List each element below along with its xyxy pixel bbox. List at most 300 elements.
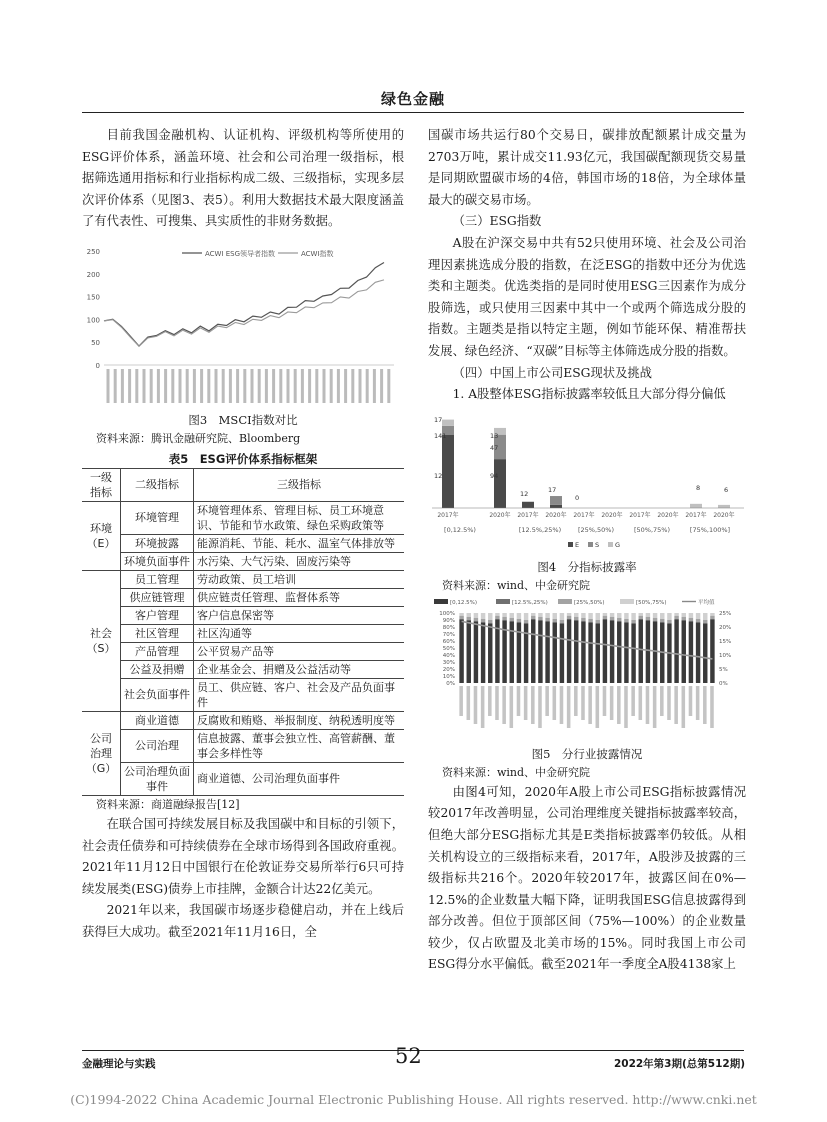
bar-segment bbox=[710, 613, 714, 616]
bar-segment bbox=[517, 613, 521, 619]
x-tick-label bbox=[323, 369, 326, 403]
y-tick-label: 0 bbox=[95, 361, 100, 370]
bar-segment bbox=[459, 619, 463, 683]
bar-segment bbox=[660, 619, 664, 623]
fig5-bars bbox=[459, 613, 714, 683]
x-tick-label bbox=[135, 369, 138, 403]
bar-segment bbox=[610, 617, 614, 621]
legend-swatch bbox=[608, 542, 613, 547]
x-tick-label: 2017年 bbox=[573, 511, 595, 519]
bar-segment bbox=[696, 619, 700, 623]
bar-segment bbox=[502, 613, 506, 617]
data-label: 47 bbox=[490, 443, 499, 452]
x-tick-label bbox=[567, 686, 571, 728]
subheading-esg-index: （三）ESG指数 bbox=[452, 214, 542, 229]
left-para-2: 在联合国可持续发展目标及我国碳中和目标的引领下，社会责任债券和可持续债券在全球市场得到各国政府重视。2021年11月12日中国银行在伦敦证券交易所举行6只可持续发展类(ESG)债券上市挂牌，金额合计达22亿美元。 bbox=[82, 816, 404, 896]
x-tick-label bbox=[481, 686, 485, 728]
table-row bbox=[82, 552, 404, 570]
x-tick-label bbox=[380, 369, 383, 403]
bar-segment bbox=[494, 459, 506, 508]
bar-segment bbox=[653, 613, 657, 618]
data-label: 17 bbox=[434, 415, 443, 424]
bar-segment bbox=[639, 616, 643, 620]
x-tick-label bbox=[301, 369, 304, 403]
data-label: 8 bbox=[696, 483, 701, 492]
x-tick-label bbox=[646, 686, 650, 724]
x-tick-label bbox=[682, 686, 686, 728]
x-tick-label bbox=[251, 369, 254, 403]
bar-segment bbox=[510, 618, 514, 622]
bar-segment bbox=[682, 613, 686, 617]
bar-segment bbox=[481, 622, 485, 683]
table-row bbox=[82, 606, 404, 624]
data-label: 6 bbox=[724, 485, 729, 494]
level3-cell: 水污染、大气污染、固废污染等 bbox=[194, 552, 405, 570]
group-label: [50%,75%) bbox=[633, 525, 671, 534]
level3-cell: 劳动政策、员工培训 bbox=[194, 570, 405, 588]
bar-segment bbox=[617, 621, 621, 683]
y-left-tick: 30% bbox=[442, 659, 455, 666]
x-tick-label bbox=[467, 686, 471, 720]
bar-segment bbox=[550, 505, 562, 508]
bar-segment bbox=[538, 613, 542, 617]
y-left-tick: 70% bbox=[442, 631, 455, 638]
level3-cell: 反腐败和贿赂、举报制度、纳税透明度等 bbox=[194, 711, 405, 729]
legend-label: ACWI指数 bbox=[301, 249, 334, 258]
level2-cell: 商业道德 bbox=[121, 711, 194, 729]
level2-cell: 环境管理 bbox=[121, 501, 194, 534]
x-tick-label bbox=[222, 369, 225, 403]
y-right-tick: 10% bbox=[719, 652, 732, 659]
x-tick-label: 2020年 bbox=[713, 511, 735, 519]
section-header: 绿色金融 bbox=[380, 90, 445, 108]
bar-segment bbox=[660, 613, 664, 619]
bar-segment bbox=[624, 613, 628, 619]
y-tick-label: 200 bbox=[86, 270, 100, 279]
table-row bbox=[82, 729, 404, 762]
x-tick-label bbox=[524, 686, 528, 720]
bar-segment bbox=[567, 619, 571, 683]
bar-segment bbox=[531, 613, 535, 616]
data-label: 0 bbox=[575, 493, 580, 502]
x-tick-label bbox=[538, 686, 542, 728]
bar-segment bbox=[646, 620, 650, 683]
x-tick-label: 2017年 bbox=[517, 511, 539, 519]
bar-segment bbox=[696, 622, 700, 683]
x-tick-label: 2020年 bbox=[545, 511, 567, 519]
x-tick-label bbox=[258, 369, 261, 403]
x-tick-label bbox=[510, 686, 514, 728]
bar-segment bbox=[631, 620, 635, 624]
bar-segment bbox=[646, 617, 650, 621]
level3-cell: 员工、供应链、客户、社会及产品负面事件 bbox=[194, 678, 405, 711]
bar-segment bbox=[603, 613, 607, 616]
x-tick-label bbox=[337, 369, 340, 403]
x-tick-label bbox=[603, 686, 607, 716]
bar-segment bbox=[653, 618, 657, 622]
legend-swatch bbox=[588, 542, 593, 547]
x-tick-label bbox=[653, 686, 657, 728]
figure-3-msci-chart bbox=[82, 237, 404, 409]
x-tick-label bbox=[387, 369, 390, 403]
x-tick-label bbox=[560, 686, 564, 724]
x-tick-label bbox=[710, 686, 714, 728]
bar-segment bbox=[703, 620, 707, 624]
x-tick-label: 2017年 bbox=[629, 511, 651, 519]
level3-cell: 商业道德、公司治理负面事件 bbox=[194, 762, 405, 795]
bar-segment bbox=[581, 618, 585, 622]
legend-label: [25%,50%) bbox=[574, 599, 605, 606]
table-row bbox=[82, 678, 404, 711]
bar-segment bbox=[674, 613, 678, 616]
x-tick-label bbox=[610, 686, 614, 720]
bar-segment bbox=[553, 622, 557, 683]
table-row bbox=[82, 570, 404, 588]
data-label: 141 bbox=[434, 431, 447, 440]
x-tick-label bbox=[703, 686, 707, 724]
x-tick-label bbox=[545, 686, 549, 716]
bar-segment bbox=[560, 620, 564, 624]
figure-5-source: 资料来源：wind、中金研究院 bbox=[442, 765, 591, 779]
y-tick-label: 100 bbox=[86, 316, 100, 325]
y-left-tick: 50% bbox=[442, 645, 455, 652]
bar-segment bbox=[538, 617, 542, 621]
x-tick-label bbox=[459, 686, 463, 716]
level2-cell: 公益及捐赠 bbox=[121, 660, 194, 678]
y-left-tick: 40% bbox=[442, 652, 455, 659]
fig3-lines bbox=[104, 262, 384, 346]
table-row bbox=[82, 642, 404, 660]
bar-segment bbox=[510, 613, 514, 618]
x-tick-label bbox=[667, 686, 671, 720]
data-label: 12 bbox=[434, 471, 443, 480]
bar-segment bbox=[467, 620, 471, 683]
bar-segment bbox=[603, 619, 607, 683]
x-tick-label: 2020年 bbox=[657, 511, 679, 519]
bar-segment bbox=[581, 613, 585, 618]
x-tick-label bbox=[553, 686, 557, 720]
legend-swatch bbox=[620, 599, 634, 604]
bar-segment bbox=[689, 621, 693, 683]
x-tick-label bbox=[588, 686, 592, 724]
figure-5-industry-chart bbox=[428, 597, 746, 743]
legend-label: ACWI ESG领导者指数 bbox=[205, 249, 276, 258]
x-tick-label bbox=[696, 686, 700, 720]
x-tick-label bbox=[674, 686, 678, 724]
figure-3-source: 资料来源：腾讯金融研究院、Bloomberg bbox=[96, 431, 301, 445]
x-tick-label bbox=[624, 686, 628, 728]
bar-segment bbox=[718, 505, 730, 508]
copyright-line: (C)1994-2022 China Academic Journal Electronic Publishing House. All rights reserved. http://www.cnki.net bbox=[70, 1092, 757, 1107]
table-row bbox=[82, 660, 404, 678]
bar-segment bbox=[550, 496, 562, 505]
bar-segment bbox=[696, 613, 700, 619]
bar-segment bbox=[524, 613, 528, 620]
data-label: 12 bbox=[520, 489, 529, 498]
left-para-1: 目前我国金融机构、认证机构、评级机构等所使用的ESG评价体系，涵盖环境、社会和公司治理一级指标，根据筛选通用指标和行业指标构成二级、三级指标，实现多层次评价体系（见图3、表5）。利用大数据技术最大限度涵盖了有代表性、可搜集、具实质性的非财务数据。 bbox=[82, 128, 404, 229]
x-tick-label bbox=[121, 369, 124, 403]
bar-segment bbox=[474, 613, 478, 618]
bar-segment bbox=[560, 623, 564, 683]
page-number: 52 bbox=[395, 1044, 422, 1068]
level1-environment: 环境（E） bbox=[82, 501, 121, 570]
y-right-tick: 20% bbox=[719, 624, 732, 631]
x-tick-label bbox=[531, 686, 535, 724]
legend-label: E bbox=[575, 540, 580, 549]
right-para-1: 国碳市场共运行80个交易日，碳排放配额累计成交量为2703万吨，累计成交11.93亿元，我国碳配额现货交易量是同期欧盟碳市场的4倍，韩国市场的18倍，为全球体量最大的碳交易市场。 bbox=[428, 128, 746, 207]
bar-segment bbox=[690, 504, 702, 508]
level2-cell: 公司治理负面事件 bbox=[121, 762, 194, 795]
bar-segment bbox=[624, 622, 628, 683]
bar-segment bbox=[631, 623, 635, 683]
x-tick-label bbox=[495, 686, 499, 720]
level2-cell: 客户管理 bbox=[121, 606, 194, 624]
bar-segment bbox=[524, 620, 528, 624]
level1-social: 社会（S） bbox=[82, 570, 121, 711]
legend-label: [0,12.5%) bbox=[450, 599, 478, 606]
bar-segment bbox=[545, 613, 549, 618]
bar-segment bbox=[710, 616, 714, 620]
y-left-tick: 100% bbox=[439, 610, 455, 617]
x-tick-label bbox=[229, 369, 232, 403]
x-tick-label bbox=[474, 686, 478, 724]
x-tick-label bbox=[265, 369, 268, 403]
x-tick-label bbox=[689, 686, 693, 716]
level2-cell: 产品管理 bbox=[121, 642, 194, 660]
bar-segment bbox=[545, 621, 549, 683]
x-tick-label: 2017年 bbox=[685, 511, 707, 519]
bar-segment bbox=[474, 618, 478, 622]
table-row bbox=[82, 711, 404, 729]
x-tick-label bbox=[287, 369, 290, 403]
y-tick-label: 50 bbox=[91, 339, 100, 348]
bar-segment bbox=[459, 613, 463, 616]
fig4-bars bbox=[434, 416, 730, 508]
table-5-source: 资料来源：商道融绿报告[12] bbox=[96, 797, 240, 811]
table-row bbox=[82, 501, 404, 534]
x-tick-label bbox=[502, 686, 506, 724]
table-header-level2: 二级指标 bbox=[121, 468, 194, 501]
figure-3-caption: 图3 MSCI指数对比 bbox=[188, 412, 298, 427]
left-para-3: 2021年以来，我国碳市场逐步稳健启动，并在上线后获得巨大成功。截至2021年11月16日，全 bbox=[82, 903, 404, 939]
x-tick-label bbox=[373, 369, 376, 403]
bar-segment bbox=[442, 434, 454, 507]
subheading-disclosure: 1. A股整体ESG指标披露率较低且大部分得分偏低 bbox=[452, 387, 726, 402]
bar-segment bbox=[617, 618, 621, 622]
level2-cell: 供应链管理 bbox=[121, 588, 194, 606]
bar-segment bbox=[603, 616, 607, 620]
y-left-tick: 60% bbox=[442, 638, 455, 645]
y-left-tick: 20% bbox=[442, 666, 455, 673]
level2-cell: 员工管理 bbox=[121, 570, 194, 588]
x-tick-label: 2017年 bbox=[437, 511, 459, 519]
legend-label: [12.5%,25%) bbox=[512, 599, 548, 606]
x-tick-label bbox=[596, 686, 600, 728]
bar-segment bbox=[610, 620, 614, 683]
bar-segment bbox=[617, 613, 621, 618]
data-label: 94 bbox=[490, 471, 499, 480]
right-para-3: 由图4可知，2020年A股上市公司ESG指标披露情况较2017年改善明显，公司治理维度关键指标披露率较高，但绝大部分ESG指标尤其是E类指标披露率仍较低。从相关机构设立的三级指标来看，2017年，A股涉及披露的三级指标共216个。2020年较2017年，披露区间在0%—12.5%的企业数量大幅下降，证明我国ESG信息披露得到部分改善。但位于顶部区间（75%—100%）的企业数量较少，仅占欧盟及北美市场的15%。同时我国上市公司ESG得分水平偏低。截至2021年一季度全A股4138家上 bbox=[428, 784, 746, 972]
legend-swatch bbox=[568, 542, 573, 547]
x-tick-label: 2020年 bbox=[489, 511, 511, 519]
left-column bbox=[82, 125, 404, 944]
legend-swatch bbox=[434, 599, 448, 604]
journal-name: 金融理论与实践 bbox=[82, 1058, 156, 1070]
level3-cell: 企业基金会、捐赠及公益活动等 bbox=[194, 660, 405, 678]
x-tick-label bbox=[330, 369, 333, 403]
bar-segment bbox=[567, 613, 571, 616]
bar-segment bbox=[588, 622, 592, 683]
bar-segment bbox=[467, 613, 471, 617]
bar-segment bbox=[495, 613, 499, 616]
x-tick-label bbox=[351, 369, 354, 403]
y-right-tick: 25% bbox=[719, 610, 732, 617]
legend-swatch bbox=[496, 599, 510, 604]
x-tick-label bbox=[207, 369, 210, 403]
x-tick-label bbox=[581, 686, 585, 720]
x-tick-label bbox=[243, 369, 246, 403]
fig3-axes bbox=[87, 248, 394, 403]
x-tick-label bbox=[107, 369, 110, 403]
legend-label: G bbox=[615, 540, 621, 549]
data-label: 17 bbox=[548, 485, 557, 494]
bar-segment bbox=[560, 613, 564, 620]
x-tick-label bbox=[631, 686, 635, 716]
bar-segment bbox=[442, 419, 454, 425]
bar-segment bbox=[710, 619, 714, 683]
bar-segment bbox=[488, 623, 492, 683]
bar-segment bbox=[703, 623, 707, 683]
table-header-level3: 三级指标 bbox=[194, 468, 405, 501]
bar-segment bbox=[639, 619, 643, 683]
bar-segment bbox=[588, 613, 592, 619]
bar-segment bbox=[545, 618, 549, 622]
bar-segment bbox=[531, 619, 535, 683]
y-left-tick: 80% bbox=[442, 624, 455, 631]
bar-segment bbox=[581, 621, 585, 683]
bar-segment bbox=[689, 613, 693, 618]
group-label: [75%,100%] bbox=[689, 525, 731, 534]
data-label: 13 bbox=[490, 431, 499, 440]
x-tick-label: 2020年 bbox=[601, 511, 623, 519]
bar-segment bbox=[667, 613, 671, 620]
y-left-tick: 0% bbox=[446, 680, 455, 687]
table-5-title: 表5 ESG评价体系指标框架 bbox=[168, 451, 318, 466]
x-tick-label bbox=[308, 369, 311, 403]
bar-segment bbox=[624, 619, 628, 623]
table-header-row bbox=[82, 468, 404, 501]
table-5-esg-framework bbox=[82, 468, 404, 796]
bar-segment bbox=[682, 617, 686, 621]
level2-cell: 社会负面事件 bbox=[121, 678, 194, 711]
x-tick-label bbox=[272, 369, 275, 403]
x-tick-label bbox=[344, 369, 347, 403]
x-tick-label bbox=[236, 369, 239, 403]
x-tick-label bbox=[639, 686, 643, 720]
issue-info: 2022年第3期(总第512期) bbox=[613, 1058, 745, 1070]
x-tick-label bbox=[157, 369, 160, 403]
bar-segment bbox=[531, 616, 535, 620]
bar-segment bbox=[646, 613, 650, 617]
fig4-axis bbox=[432, 508, 744, 549]
level3-cell: 环境管理体系、管理目标、员工环境意识、节能和节水政策、绿色采购政策等 bbox=[194, 501, 405, 534]
bar-segment bbox=[596, 623, 600, 683]
level3-cell: 供应链责任管理、监督体系等 bbox=[194, 588, 405, 606]
bar-segment bbox=[574, 613, 578, 617]
table-row bbox=[82, 762, 404, 795]
x-tick-label bbox=[143, 369, 146, 403]
bar-segment bbox=[588, 619, 592, 623]
bar-segment bbox=[522, 501, 534, 507]
bar-segment bbox=[689, 618, 693, 622]
x-tick-label bbox=[517, 686, 521, 716]
legend-label: S bbox=[595, 540, 600, 549]
series-line-1 bbox=[104, 262, 384, 346]
bar-segment bbox=[488, 613, 492, 620]
bar-segment bbox=[481, 613, 485, 619]
group-label: [0,12.5%) bbox=[444, 525, 476, 534]
x-tick-label bbox=[171, 369, 174, 403]
y-right-tick: 0% bbox=[719, 680, 728, 687]
bar-segment bbox=[495, 616, 499, 620]
x-tick-label bbox=[660, 686, 664, 716]
bar-segment bbox=[567, 616, 571, 620]
bar-segment bbox=[653, 621, 657, 683]
x-tick-label bbox=[193, 369, 196, 403]
right-para-2: A股在沪深交易中共有52只使用环境、社会及公司治理因素挑选成分股的指数，在泛ESG的指数中还分为优选类和主题类。优选类指的是同时使用ESG三因素作为成分股筛选，或只使用三因素中其中一个或两个筛选成分股的指数。主题类是指以特定主题，例如节能环保、精准帮扶发展、绿色经济、“双碳”目标等主体筛选成分股的指数。 bbox=[428, 235, 746, 358]
bar-segment bbox=[553, 619, 557, 623]
bar-segment bbox=[553, 613, 557, 619]
figure-4-disclosure-chart bbox=[428, 408, 746, 556]
level2-cell: 社区管理 bbox=[121, 624, 194, 642]
legend-label: 平均值 bbox=[698, 599, 715, 606]
x-tick-label bbox=[150, 369, 153, 403]
bar-segment bbox=[574, 617, 578, 621]
bar-segment bbox=[459, 616, 463, 620]
level3-cell: 能源消耗、节能、耗水、温室气体排放等 bbox=[194, 534, 405, 552]
group-label: [25%,50%) bbox=[577, 525, 615, 534]
bar-segment bbox=[517, 619, 521, 623]
level3-cell: 信息披露、董事会独立性、高管薪酬、董事会多样性等 bbox=[194, 729, 405, 762]
bar-segment bbox=[639, 613, 643, 616]
x-tick-label bbox=[488, 686, 492, 716]
legend-label: [50%,75%) bbox=[636, 599, 667, 606]
x-tick-label bbox=[164, 369, 167, 403]
header-rule bbox=[82, 112, 744, 113]
series-line-2 bbox=[104, 280, 384, 347]
level2-cell: 公司治理 bbox=[121, 729, 194, 762]
x-tick-label bbox=[200, 369, 203, 403]
table-row bbox=[82, 588, 404, 606]
x-tick-label bbox=[215, 369, 218, 403]
level3-cell: 社区沟通等 bbox=[194, 624, 405, 642]
bar-segment bbox=[596, 613, 600, 620]
table-row bbox=[82, 624, 404, 642]
bar-segment bbox=[574, 620, 578, 683]
table-row bbox=[82, 534, 404, 552]
level3-cell: 公平贸易产品等 bbox=[194, 642, 405, 660]
bar-segment bbox=[610, 613, 614, 617]
bar-segment bbox=[631, 613, 635, 620]
y-tick-label: 150 bbox=[86, 293, 100, 302]
bar-segment bbox=[467, 617, 471, 621]
bar-segment bbox=[488, 620, 492, 624]
x-tick-label bbox=[574, 686, 578, 716]
y-right-tick: 15% bbox=[719, 638, 732, 645]
bar-segment bbox=[703, 613, 707, 620]
right-column bbox=[428, 125, 746, 976]
level2-cell: 环境负面事件 bbox=[121, 552, 194, 570]
